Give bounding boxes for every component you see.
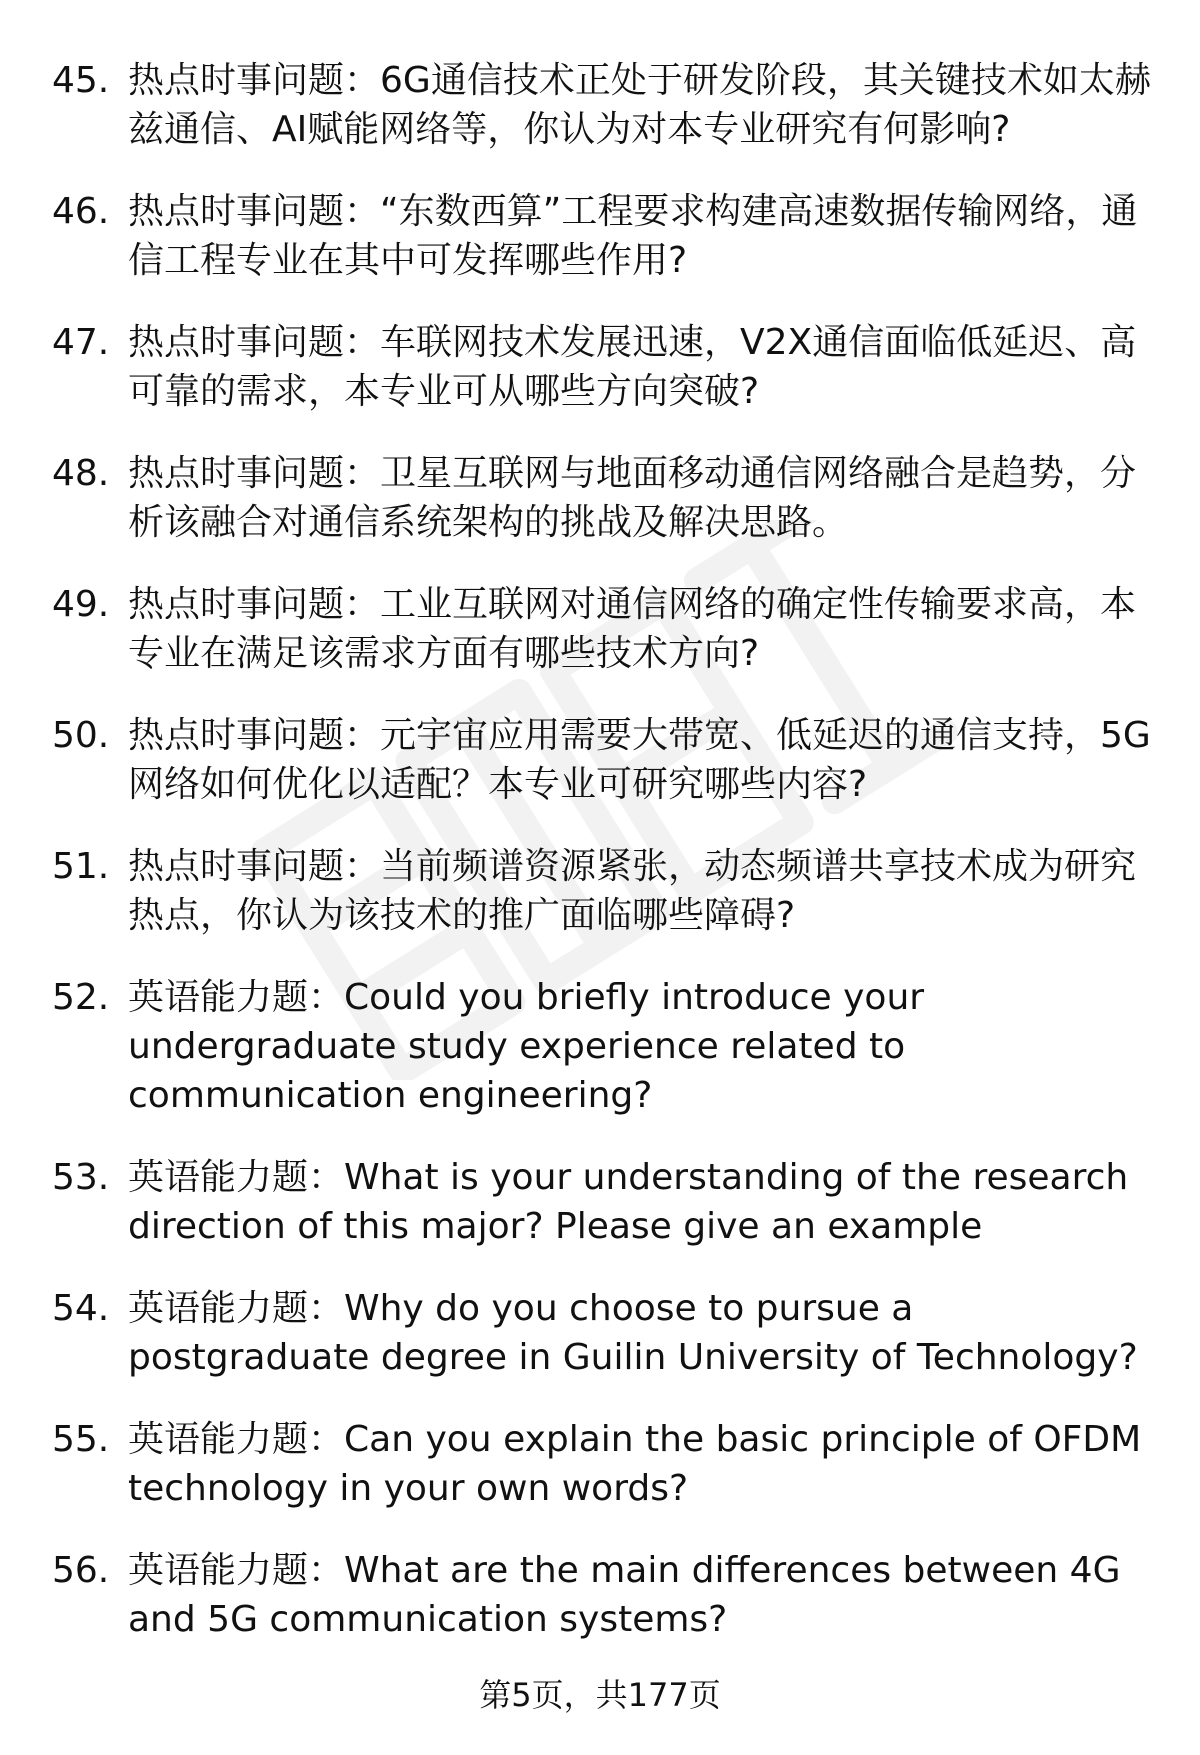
question-text: 工业互联网对通信网络的确定性传输要求高，本专业在满足该需求方面有哪些技术方向?	[128, 584, 1137, 674]
question-body	[128, 973, 1162, 1120]
question-item	[52, 318, 1162, 416]
question-body	[128, 1284, 1162, 1382]
question-number: 55.	[52, 1419, 110, 1460]
question-body	[128, 842, 1162, 940]
question-text: Could you briefly introduce your undergraduate study experience related to communication engineering?	[128, 977, 925, 1116]
question-number: 52.	[52, 977, 110, 1018]
question-text: Can you explain the basic principle of OFDM technology in your own words?	[128, 1419, 1142, 1509]
question-body	[128, 56, 1162, 154]
question-text: 6G通信技术正处于研发阶段，其关键技术如太赫兹通信、AI赋能网络等，你认为对本专业研究有何影响?	[128, 60, 1151, 150]
question-text: “东数西算”工程要求构建高速数据传输网络，通信工程专业在其中可发挥哪些作用?	[128, 191, 1138, 281]
question-item	[52, 56, 1162, 154]
question-item	[52, 973, 1162, 1120]
question-number: 45.	[52, 60, 110, 101]
question-item	[52, 187, 1162, 285]
question-category: 热点时事问题：	[128, 453, 381, 494]
question-text: What is your understanding of the research direction of this major? Please give an example	[128, 1157, 1129, 1247]
question-number: 48.	[52, 453, 110, 494]
question-list	[52, 56, 1162, 1677]
question-number: 47.	[52, 322, 110, 363]
question-body	[128, 1546, 1162, 1644]
question-item	[52, 580, 1162, 678]
question-number: 53.	[52, 1157, 110, 1198]
question-category: 英语能力题：	[128, 1419, 345, 1460]
question-body	[128, 1153, 1162, 1251]
question-category: 热点时事问题：	[128, 584, 381, 625]
question-category: 英语能力题：	[128, 1550, 345, 1591]
question-item	[52, 842, 1162, 940]
question-body	[128, 187, 1162, 285]
question-item	[52, 449, 1162, 547]
question-category: 热点时事问题：	[128, 846, 381, 887]
question-item	[52, 711, 1162, 809]
question-number: 51.	[52, 846, 110, 887]
question-body	[128, 580, 1162, 678]
question-body	[128, 711, 1162, 809]
question-number: 46.	[52, 191, 110, 232]
question-text: 卫星互联网与地面移动通信网络融合是趋势，分析该融合对通信系统架构的挑战及解决思路。	[128, 453, 1137, 543]
question-body	[128, 449, 1162, 547]
question-category: 热点时事问题：	[128, 191, 381, 232]
question-item	[52, 1415, 1162, 1513]
question-category: 热点时事问题：	[128, 715, 381, 756]
question-category: 热点时事问题：	[128, 60, 381, 101]
question-category: 热点时事问题：	[128, 322, 381, 363]
question-category: 英语能力题：	[128, 1157, 345, 1198]
question-item	[52, 1153, 1162, 1251]
question-text: What are the main differences between 4G and 5G communication systems?	[128, 1550, 1121, 1640]
question-item	[52, 1546, 1162, 1644]
question-text: Why do you choose to pursue a postgraduate degree in Guilin University of Technology?	[128, 1288, 1138, 1378]
question-number: 56.	[52, 1550, 110, 1591]
question-body	[128, 1415, 1162, 1513]
question-item	[52, 1284, 1162, 1382]
page-number-footer: 第5页，共177页	[479, 1676, 721, 1714]
question-text: 当前频谱资源紧张，动态频谱共享技术成为研究热点，你认为该技术的推广面临哪些障碍?	[128, 846, 1137, 936]
question-body	[128, 318, 1162, 416]
question-category: 英语能力题：	[128, 977, 345, 1018]
question-number: 54.	[52, 1288, 110, 1329]
question-text: 车联网技术发展迅速，V2X通信面临低延迟、高可靠的需求，本专业可从哪些方向突破?	[128, 322, 1137, 412]
question-number: 50.	[52, 715, 110, 756]
question-number: 49.	[52, 584, 110, 625]
question-text: 元宇宙应用需要大带宽、低延迟的通信支持，5G网络如何优化以适配？本专业可研究哪些内容?	[128, 715, 1151, 805]
question-category: 英语能力题：	[128, 1288, 345, 1329]
